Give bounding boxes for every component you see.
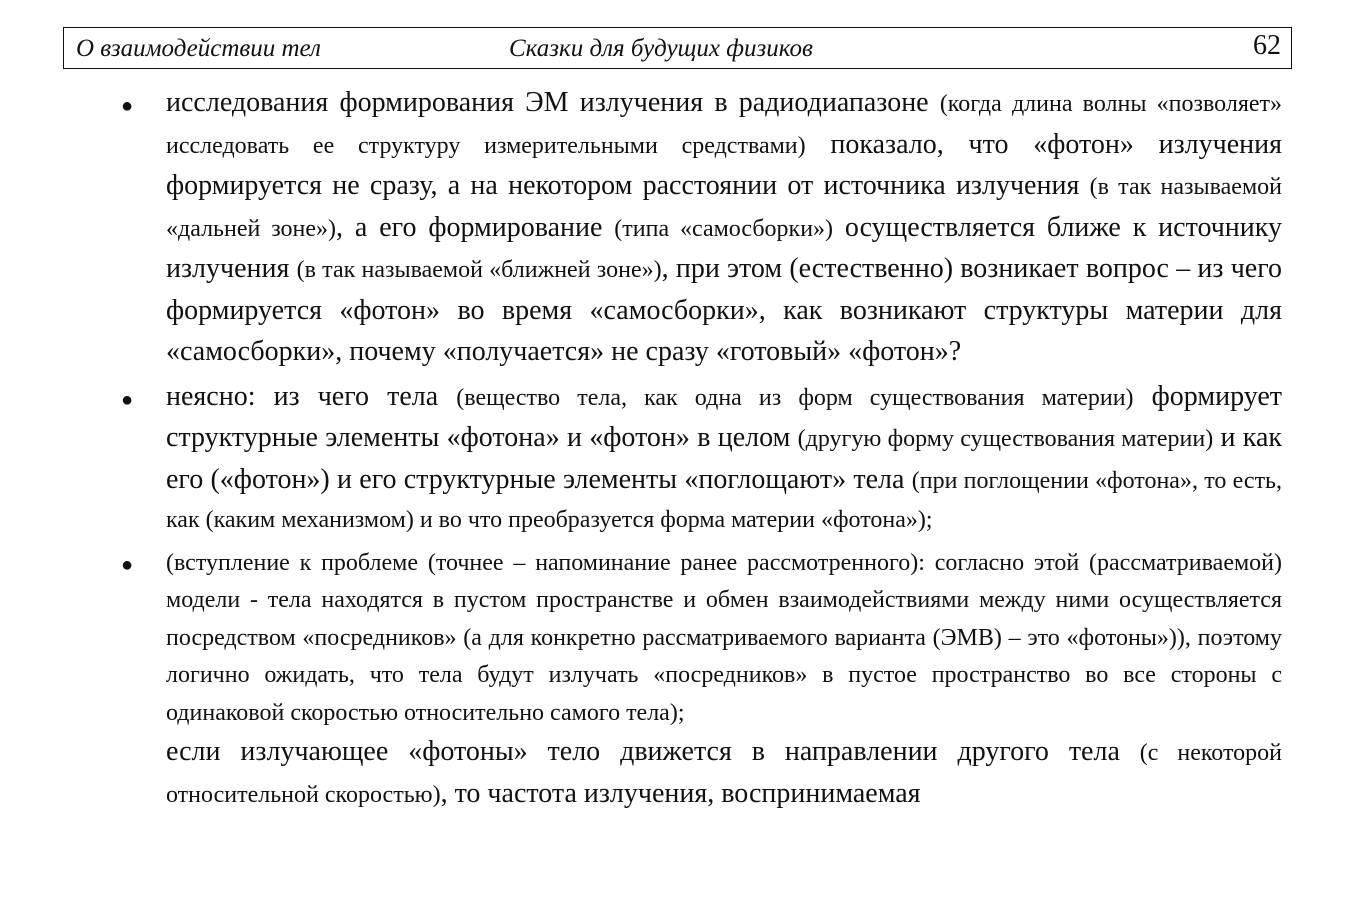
list-item <box>121 546 1282 734</box>
header-chapter-title: О взаимодействии тел <box>76 35 321 62</box>
text-segment: и как его («фотон») и его структурные элементы «поглощают» тела <box>166 422 1282 495</box>
text-segment: (в так называемой «дальней зоне») <box>166 174 1282 242</box>
text-segment: (другую форму существования материи) <box>797 426 1214 452</box>
text-segment: (когда длина волны «позволяет» исследовать ее структуру измерительными средствами) <box>166 91 1282 159</box>
document-body <box>121 84 1283 816</box>
bullet-icon: ● <box>121 553 134 576</box>
text-segment: (вступление к проблеме (точнее – напоминание ранее рассмотренного): согласно этой (рассматриваемой) модели - тела находятся в пустом пространстве и обмен взаимодействиями между ними осуществляется посредством «посредников» (а для конкретно рассматриваемого варианта (ЭМВ) – это «фотоны»)), поэтому логично ожидать, что тела будут излучать «посредников» в пустое пространство во все стороны с одинаковой скоростью относительно самого тела); <box>166 549 1282 726</box>
text-segment: неясно: из чего тела <box>166 380 457 412</box>
text-segment: , а его формирование <box>336 211 615 243</box>
page-header <box>63 27 1292 69</box>
list-item <box>121 84 1283 375</box>
text-segment: (с некоторой относительной скоростью) <box>166 740 1282 808</box>
text-segment: (типа «самосборки») <box>614 215 834 242</box>
text-segment: осуществляется ближе к источнику излучения <box>166 211 1282 284</box>
text-segment: , при этом (естественно) возникает вопрос – из чего формируется «фотон» во время «самосборки», как возникают структуры материи для «самосборки», почему «получается» не сразу «готовый» «фотон»? <box>166 253 1283 367</box>
list-item <box>121 378 1282 542</box>
bullet-icon: ● <box>121 388 134 411</box>
header-book-title: Сказки для будущих физиков <box>509 35 813 62</box>
paragraph <box>166 733 1282 816</box>
text-segment: (при поглощении «фотона», то есть, как (каким механизмом) и во что преобразуется форма материи «фотона»); <box>166 467 1282 533</box>
text-segment: (в так называемой «ближней зоне») <box>296 257 662 283</box>
text-segment: исследования формирования ЭМ излучения в радиодиапазоне <box>166 87 940 118</box>
text-segment: , то частота излучения, воспринимаемая <box>440 777 921 809</box>
text-segment: формирует структурные элементы «фотона» и «фотон» в целом <box>166 380 1282 453</box>
header-page-number: 62 <box>1253 30 1281 61</box>
text-segment: если излучающее «фотоны» тело движется в направлении другого тела <box>166 736 1140 767</box>
bullet-icon: ● <box>121 95 134 117</box>
text-segment: (вещество тела, как одна из форм существования материи) <box>456 384 1134 411</box>
text-segment: показало, что «фотон» излучения формируется не сразу, а на некотором расстоянии от источника излучения <box>166 128 1282 201</box>
